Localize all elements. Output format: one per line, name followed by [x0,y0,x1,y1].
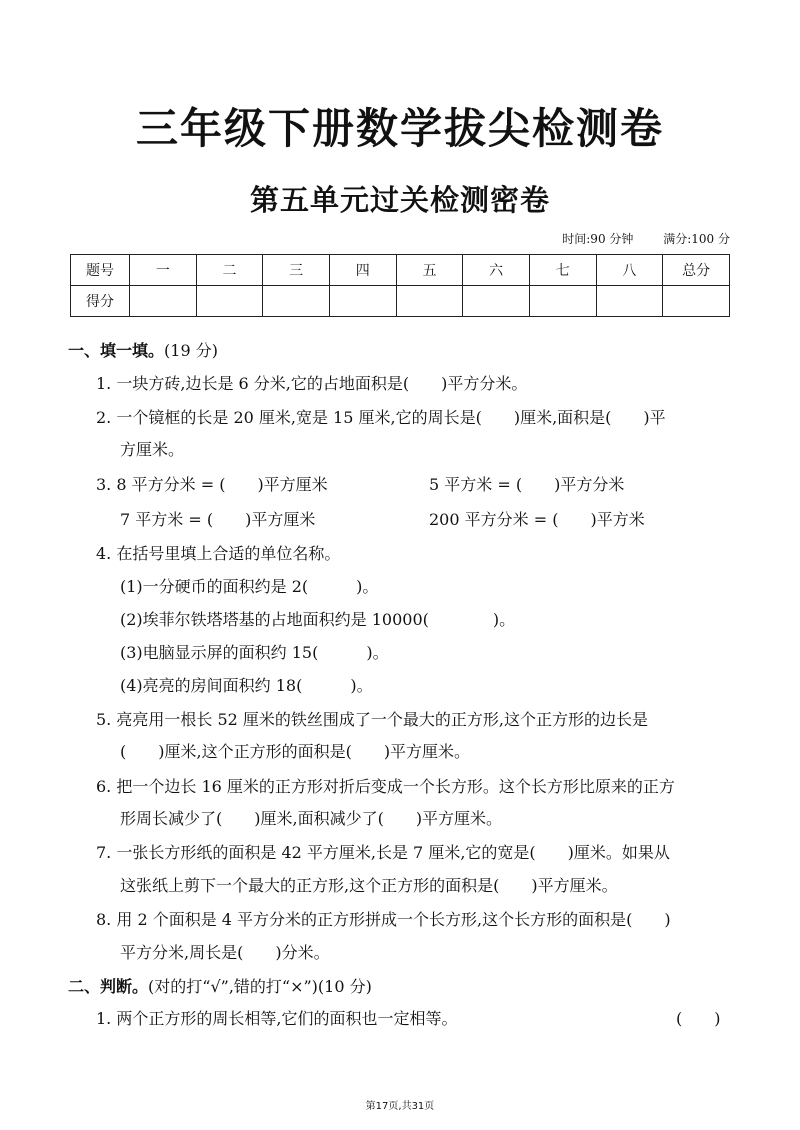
question-line: 8. 用 2 个面积是 4 平方分米的正方形拼成一个长方形,这个长方形的面积是( ) [96,910,671,929]
time-limit: 时间:90 分钟 [562,232,634,246]
score-cell: 一 [130,255,197,286]
question-line: 5 平方米 = ( )平方分米 [429,475,625,494]
score-cell: 五 [396,255,463,286]
score-cell: 六 [463,255,530,286]
score-cell: 总分 [663,255,730,286]
question-line: 4. 在括号里填上合适的单位名称。 [96,544,341,563]
section-2-heading: 二、判断。(对的打“√”,错的打“×”)(10 分) [68,977,372,996]
answer-blank: ( ) [676,1009,721,1028]
score-cell-blank [396,286,463,317]
question-line: 方厘米。 [120,440,185,459]
section-1-heading: 一、填一填。(19 分) [68,341,218,360]
question-line: 1. 两个正方形的周长相等,它们的面积也一定相等。 [96,1009,458,1028]
question-line: (2)埃菲尔铁塔塔基的占地面积约是 10000( )。 [120,610,516,629]
score-cell: 得分 [71,286,130,317]
score-cell: 三 [263,255,330,286]
score-table-score-row [71,286,730,317]
question-line: 7. 一张长方形纸的面积是 42 平方厘米,长是 7 厘米,它的宽是( )厘米。如果从 [96,843,670,862]
exam-title: 三年级下册数学拔尖检测卷 [135,104,664,153]
exam-meta [536,230,730,247]
question-line: 平方分米,周长是( )分米。 [120,943,330,962]
question-line: (3)电脑显示屏的面积约 15( )。 [120,643,389,662]
score-cell-blank [329,286,396,317]
score-cell-blank [263,286,330,317]
question-line: 7 平方米 = ( )平方厘米 [120,510,316,529]
question-line: 200 平方分米 = ( )平方米 [429,510,645,529]
question-line: 2. 一个镜框的长是 20 厘米,宽是 15 厘米,它的周长是( )厘米,面积是( )平 [96,408,666,427]
question-line: 6. 把一个边长 16 厘米的正方形对折后变成一个长方形。这个长方形比原来的正方 [96,777,675,796]
question-line: 3. 8 平方分米 = ( )平方厘米 [96,475,328,494]
score-table [70,254,730,317]
page-footer: 第17页,共31页 [365,1101,435,1112]
question-line: 1. 一块方砖,边长是 6 分米,它的占地面积是( )平方分米。 [96,374,528,393]
score-cell: 八 [596,255,663,286]
question-line: (1)一分硬币的面积约是 2( )。 [120,577,379,596]
score-cell-blank [529,286,596,317]
full-score: 满分:100 分 [663,232,730,246]
question-line: ( )厘米,这个正方形的面积是( )平方厘米。 [120,742,471,761]
score-cell: 题号 [71,255,130,286]
score-cell-blank [663,286,730,317]
score-cell: 二 [196,255,263,286]
question-line: (4)亮亮的房间面积约 18( )。 [120,676,373,695]
score-cell-blank [463,286,530,317]
score-cell-blank [130,286,197,317]
score-cell-blank [196,286,263,317]
score-cell: 四 [329,255,396,286]
question-line: 5. 亮亮用一根长 52 厘米的铁丝围成了一个最大的正方形,这个正方形的边长是 [96,710,648,729]
score-cell-blank [596,286,663,317]
question-line: 这张纸上剪下一个最大的正方形,这个正方形的面积是( )平方厘米。 [120,876,618,895]
exam-subtitle: 第五单元过关检测密卷 [249,183,550,217]
question-line: 形周长减少了( )厘米,面积减少了( )平方厘米。 [120,809,503,828]
score-cell: 七 [529,255,596,286]
score-table-header-row [71,255,730,286]
